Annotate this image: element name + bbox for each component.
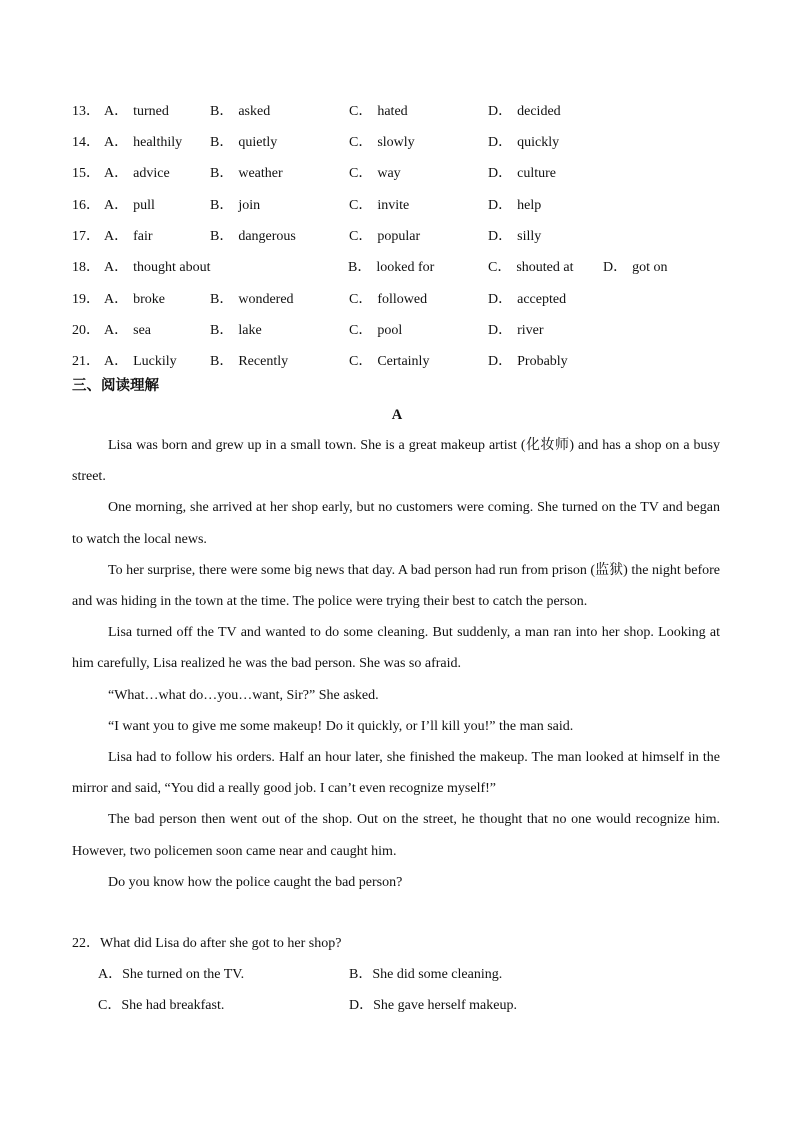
option-text: dangerous	[238, 229, 296, 244]
choice-question-row	[72, 196, 752, 216]
option-letter: A．	[104, 198, 129, 213]
choice-question-row	[72, 352, 752, 372]
option-text: Certainly	[377, 354, 430, 369]
choice-option[interactable]	[104, 290, 165, 310]
option-letter: D．	[488, 354, 513, 369]
choice-option[interactable]	[349, 196, 409, 216]
option-letter: A．	[104, 260, 129, 275]
choice-option[interactable]	[104, 321, 151, 341]
option-text: She had breakfast.	[121, 998, 225, 1013]
option-letter: B．	[210, 166, 234, 181]
option-text: shouted at	[516, 260, 574, 275]
choice-option[interactable]	[488, 133, 559, 153]
option-letter: D．	[488, 135, 513, 150]
passage-paragraph: Lisa turned off the TV and wanted to do some cleaning. But suddenly, a man ran into her shop. Looking at him carefully, Lisa realized he was the bad person. She was so afraid.	[72, 625, 720, 672]
option-text: join	[238, 198, 261, 213]
option-text: fair	[133, 229, 153, 244]
choice-question-row	[72, 133, 752, 153]
passage-paragraph: To her surprise, there were some big news that day. A bad person had run from prison (监狱) the night before and was hiding in the town at the time. The police were trying their best to catch the person.	[72, 562, 720, 610]
option-letter: C．	[349, 354, 373, 369]
passage-paragraph: Lisa had to follow his orders. Half an hour later, she finished the makeup. The man looked at himself in the mirror and said, “You did a really good job. I can’t even recognize myself!”	[72, 750, 720, 797]
option-letter: D．	[488, 292, 513, 307]
option-letter: C．	[349, 323, 373, 338]
option-letter: A．	[104, 229, 129, 244]
choice-question-row	[72, 102, 752, 122]
option-text: pool	[377, 323, 403, 338]
choice-option[interactable]	[210, 321, 262, 341]
option-letter: C．	[98, 998, 122, 1013]
choice-option[interactable]	[488, 164, 556, 184]
option-text: sea	[133, 323, 152, 338]
option-letter: B．	[210, 135, 234, 150]
reading-passage	[72, 430, 720, 898]
question-22-option-a[interactable]	[98, 965, 244, 985]
choice-option[interactable]	[210, 164, 283, 184]
choice-option[interactable]	[210, 133, 277, 153]
choice-option[interactable]	[349, 290, 427, 310]
passage-paragraph: One morning, she arrived at her shop early, but no customers were coming. She turned on the TV and began to watch the local news.	[72, 500, 720, 547]
option-letter: B．	[349, 967, 373, 982]
option-letter: D．	[603, 260, 628, 275]
passage-paragraph: “I want you to give me some makeup! Do it quickly, or I’ll kill you!” the man said.	[108, 718, 574, 734]
choice-question-row	[72, 227, 752, 247]
option-text: She turned on the TV.	[122, 967, 245, 982]
option-letter: B．	[210, 198, 234, 213]
choice-option[interactable]	[488, 352, 568, 372]
option-text: hated	[377, 104, 408, 119]
passage-paragraph: Do you know how the police caught the bad person?	[108, 874, 403, 890]
option-letter: D．	[488, 323, 513, 338]
option-text: Recently	[238, 354, 289, 369]
choice-option[interactable]	[349, 133, 415, 153]
choice-question-row	[72, 321, 752, 341]
choice-option[interactable]	[104, 258, 211, 278]
option-text: accepted	[517, 292, 567, 307]
question-number: 14．	[72, 135, 100, 150]
choice-option[interactable]	[104, 102, 169, 122]
option-text: wondered	[238, 292, 294, 307]
choice-option[interactable]	[210, 227, 296, 247]
option-letter: A．	[104, 135, 129, 150]
question-number: 19．	[72, 292, 100, 307]
choice-option[interactable]	[349, 352, 429, 372]
option-text: followed	[377, 292, 428, 307]
option-text: decided	[517, 104, 561, 119]
choice-option[interactable]	[488, 321, 544, 341]
option-text: healthily	[133, 135, 183, 150]
option-letter: D．	[488, 166, 513, 181]
choice-option[interactable]	[348, 258, 434, 278]
choice-option[interactable]	[603, 258, 668, 278]
option-letter: C．	[488, 260, 512, 275]
passage-paragraph: The bad person then went out of the shop. Out on the street, he thought that no one would recognize him. However, two policemen soon came near and caught him.	[72, 812, 720, 859]
option-text: quickly	[517, 135, 560, 150]
option-text: river	[517, 323, 544, 338]
choice-option[interactable]	[349, 102, 408, 122]
question-number: 17．	[72, 229, 100, 244]
option-letter: B．	[210, 323, 234, 338]
option-letter: C．	[349, 229, 373, 244]
question-number: 18．	[72, 260, 100, 275]
option-text: silly	[517, 229, 542, 244]
choice-option[interactable]	[349, 164, 401, 184]
choice-option[interactable]	[210, 196, 260, 216]
question-number: 16．	[72, 198, 100, 213]
option-text: turned	[133, 104, 169, 119]
question-number: 13．	[72, 104, 100, 119]
choice-option[interactable]	[104, 196, 155, 216]
option-letter: A．	[98, 967, 123, 982]
choice-option[interactable]	[104, 133, 182, 153]
question-22-option-c[interactable]	[98, 996, 224, 1016]
choice-option[interactable]	[488, 102, 561, 122]
option-letter: B．	[210, 104, 234, 119]
choice-option[interactable]	[210, 352, 288, 372]
option-text: way	[377, 166, 401, 181]
choice-option[interactable]	[104, 227, 153, 247]
option-text: popular	[377, 229, 421, 244]
option-letter: D．	[488, 198, 513, 213]
choice-option[interactable]	[349, 227, 420, 247]
option-text: looked for	[376, 260, 435, 275]
passage-paragraph: “What…what do…you…want, Sir?” She asked.	[108, 687, 379, 703]
option-text: invite	[377, 198, 410, 213]
option-letter: B．	[210, 229, 234, 244]
option-letter: C．	[349, 166, 373, 181]
option-letter: C．	[349, 198, 373, 213]
choice-option[interactable]	[210, 102, 270, 122]
option-letter: C．	[349, 292, 373, 307]
option-text: Luckily	[133, 354, 177, 369]
question-number: 15．	[72, 166, 100, 181]
choice-option[interactable]	[104, 352, 177, 372]
option-letter: C．	[349, 135, 373, 150]
question-22-option-d[interactable]	[349, 996, 517, 1016]
option-letter: A．	[104, 323, 129, 338]
option-letter: A．	[104, 166, 129, 181]
option-text: help	[517, 198, 542, 213]
option-text: broke	[133, 292, 166, 307]
option-text: slowly	[377, 135, 415, 150]
choice-option[interactable]	[349, 321, 402, 341]
option-text: got on	[632, 260, 668, 275]
passage-label: A	[391, 407, 403, 423]
question-22-stem: 22．What did Lisa do after she got to her shop?	[72, 936, 342, 951]
option-text: She gave herself makeup.	[373, 998, 517, 1013]
choice-option[interactable]	[210, 290, 294, 310]
question-number: 21．	[72, 354, 100, 369]
choice-option[interactable]	[488, 258, 574, 278]
choice-option[interactable]	[488, 196, 541, 216]
option-letter: D．	[349, 998, 374, 1013]
option-letter: B．	[210, 292, 234, 307]
option-letter: A．	[104, 292, 129, 307]
choice-option[interactable]	[488, 290, 566, 310]
option-text: lake	[238, 323, 262, 338]
section-title: 三、阅读理解	[72, 378, 159, 394]
option-text: asked	[238, 104, 271, 119]
question-22-option-b[interactable]	[349, 965, 502, 985]
option-text: quietly	[238, 135, 278, 150]
option-letter: B．	[210, 354, 234, 369]
choice-question-row	[72, 258, 752, 278]
option-letter: C．	[349, 104, 373, 119]
choice-question-row	[72, 290, 752, 310]
option-text: culture	[517, 166, 556, 181]
passage-paragraph: Lisa was born and grew up in a small town. She is a great makeup artist (化妆师) and has a shop on a busy street.	[72, 438, 720, 485]
option-text: Probably	[517, 354, 568, 369]
question-number: 20．	[72, 323, 100, 338]
option-letter: B．	[348, 260, 372, 275]
option-text: She did some cleaning.	[372, 967, 503, 982]
option-text: pull	[133, 198, 155, 213]
option-letter: D．	[488, 104, 513, 119]
option-letter: D．	[488, 229, 513, 244]
option-text: weather	[238, 166, 283, 181]
choice-option[interactable]	[488, 227, 541, 247]
choice-question-row	[72, 164, 752, 184]
option-text: advice	[133, 166, 170, 181]
option-letter: A．	[104, 104, 129, 119]
choice-option[interactable]	[104, 164, 170, 184]
option-text: thought about	[133, 260, 211, 275]
option-letter: A．	[104, 354, 129, 369]
